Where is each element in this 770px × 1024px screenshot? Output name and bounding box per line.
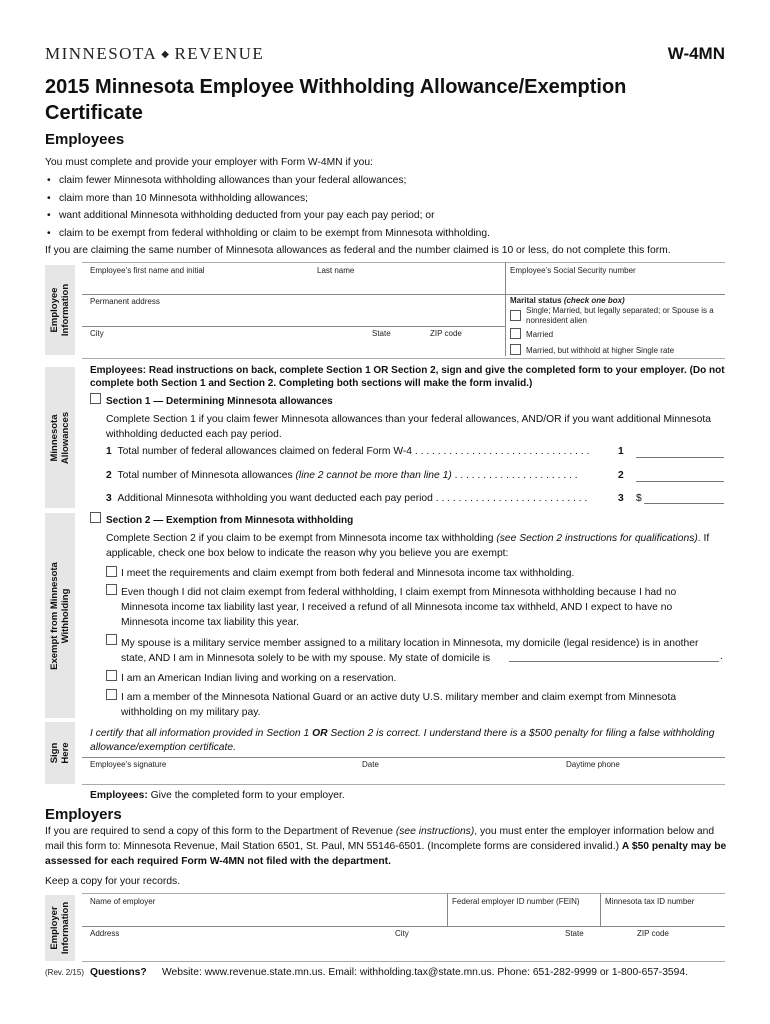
line-2: 2 Total number of Minnesota allowances (line 2 cannot be more than line 1) . . . . . . . . . . . . . . . . . . . . . . [106, 470, 578, 481]
checkbox-section2[interactable] [90, 512, 101, 523]
sidebar-employer-info: Employer Information [45, 895, 75, 961]
checkbox-exempt-mn-only[interactable] [106, 584, 117, 595]
employer-name-field[interactable] [88, 907, 444, 925]
line-1: 1 Total number of federal allowances claimed on federal Form W-4 . . . . . . . . . . . . . . . . . . . . . . . . . . . . . . . [106, 446, 590, 457]
divider [600, 893, 601, 926]
employer-name-label: Name of employer [90, 897, 156, 906]
period: . [720, 651, 723, 662]
employers-text: If you are required to send a copy of this form to the Department of Revenue (see instructions), you must enter the employer information below and mail this form to: Minnesota Revenue, Mail Station 6501, St. Paul, MN 55146-6501. (Incomplete forms are considered invalid.) A $50 penalty may be assessed for each required Form W-4MN not filed with the department. [45, 826, 727, 867]
sidebar-sign-here: Sign Here [45, 722, 75, 784]
employer-address-field[interactable] [88, 939, 388, 959]
state-of-domicile-input[interactable] [509, 661, 719, 662]
date-label: Date [362, 760, 379, 769]
fein-label: Federal employer ID number (FEIN) [452, 897, 580, 906]
line-1-input[interactable] [636, 457, 724, 458]
keep-copy-text: Keep a copy for your records. [45, 876, 181, 887]
divider [82, 893, 725, 894]
exempt-option-5: I am a member of the Minnesota National Guard or an active duty U.S. military member and claim exempt from Minnesota withholding on my military pay. [121, 692, 677, 718]
signature-field[interactable] [88, 770, 353, 784]
state-label: State [372, 329, 391, 338]
contact-info: Website: www.revenue.state.mn.us. Email: withholding.tax@state.mn.us. Phone: 651-282-9999 or 1-800-657-3594. [162, 967, 688, 978]
employers-heading: Employers [45, 806, 122, 823]
employer-state-field[interactable] [563, 939, 633, 959]
first-name-label: Employee’s first name and initial [90, 266, 205, 275]
exempt-option-1: I meet the requirements and claim exempt from both federal and Minnesota income tax withholding. [121, 568, 575, 579]
revision-label: (Rev. 2/15) [45, 968, 84, 977]
divider [82, 358, 725, 359]
bullet-item: • claim fewer Minnesota withholding allowances than your federal allowances; [45, 172, 735, 190]
checkbox-single[interactable] [510, 310, 521, 321]
mn-tax-id-field[interactable] [603, 907, 724, 925]
brand-dot: ◆ [157, 49, 175, 60]
zip-field[interactable] [428, 338, 502, 355]
employees-bullets [45, 172, 735, 242]
divider [82, 294, 725, 295]
divider [82, 262, 725, 263]
checkbox-exempt-american-indian[interactable] [106, 670, 117, 681]
line-2-number: 2 [618, 470, 624, 481]
bullet-item: • claim more than 10 Minnesota withholding allowances; [45, 190, 735, 208]
employees-intro: You must complete and provide your employer with Form W-4MN if you: [45, 157, 373, 168]
give-form-text: Employees: Give the completed form to your employer. [90, 790, 345, 801]
phone-field[interactable] [564, 770, 724, 784]
divider [82, 326, 505, 327]
brand-left: MINNESOTA [45, 44, 158, 63]
first-name-field[interactable] [88, 276, 313, 292]
ssn-label: Employee’s Social Security number [510, 266, 636, 275]
address-label: Permanent address [90, 297, 160, 306]
state-field[interactable] [370, 338, 426, 355]
page-title: 2015 Minnesota Employee Withholding Allowance/Exemption Certificate [45, 76, 627, 124]
employees-heading: Employees [45, 131, 125, 148]
section2-text: Complete Section 2 if you claim to be exempt from Minnesota income tax withholding (see Section 2 instructions for qualifications). If applicable, check one box below to indicate the reason why you believe you are exempt: [106, 533, 710, 559]
checkbox-exempt-both[interactable] [106, 566, 117, 577]
exempt-option-2: Even though I did not claim exempt from federal withholding, I claim exempt from Minnesota withholding because I had no Minnesota income tax liability last year, I received a refund of all Minnesota income tax withheld, AND I expect to have no Minnesota income tax liability this year. [121, 587, 677, 628]
employer-address-label: Address [90, 929, 120, 938]
mn-tax-id-label: Minnesota tax ID number [605, 897, 695, 906]
checkbox-exempt-military-spouse[interactable] [106, 634, 117, 645]
employer-zip-label: ZIP code [637, 929, 669, 938]
fein-field[interactable] [450, 907, 598, 925]
sidebar-employee-info: Employee Information [45, 265, 75, 355]
marital-option-married-higher: Married, but withhold at higher Single rate [526, 346, 675, 355]
divider [505, 262, 506, 356]
date-field[interactable] [360, 770, 560, 784]
divider [82, 757, 725, 758]
certification-text: I certify that all information provided in Section 1 OR Section 2 is correct. I understand there is a $500 penalty for filing a false withholding allowance/exemption certificate. [90, 728, 715, 753]
line-2-input[interactable] [636, 481, 724, 482]
line-3-input[interactable] [644, 503, 724, 504]
marital-status-label: Marital status (check one box) [510, 296, 625, 305]
checkbox-married-higher-single[interactable] [510, 344, 521, 355]
form-id: W-4MN [667, 44, 725, 63]
city-field[interactable] [88, 338, 368, 355]
section1-text: Complete Section 1 if you claim fewer Minnesota allowances than your federal allowances, AND/OR if you want additional Minnesota withholding deducted each pay period. [106, 414, 711, 440]
sidebar-minnesota-allowances: Minnesota Allowances [45, 367, 75, 508]
marital-option-single: Single; Married, but legally separated; or Spouse is a nonresident alien [526, 306, 714, 325]
exempt-option-3: My spouse is a military service member assigned to a military location in Minnesota, my domicile (legal residence) is in another state, AND I am in Minnesota solely to be with my spouse. My state of domicile is [121, 638, 699, 664]
brand-right: REVENUE [174, 44, 265, 63]
brand-logo [45, 44, 264, 64]
line-3-number: 3 [618, 493, 624, 504]
bullet-item: • claim to be exempt from federal withholding or claim to be exempt from Minnesota withholding. [45, 225, 735, 243]
section2-title: Section 2 — Exemption from Minnesota withholding [106, 515, 354, 526]
exempt-option-4: I am an American Indian living and working on a reservation. [121, 673, 397, 684]
section1-title: Section 1 — Determining Minnesota allowances [106, 396, 333, 407]
line-3-dollar: $ [636, 493, 642, 504]
checkbox-married[interactable] [510, 328, 521, 339]
divider [82, 926, 725, 927]
questions-label: Questions? [90, 967, 147, 978]
divider [82, 961, 725, 962]
employer-city-label: City [395, 929, 409, 938]
line-3: 3 Additional Minnesota withholding you want deducted each pay period . . . . . . . . . . . . . . . . . . . . . . . . . . . [106, 493, 588, 504]
checkbox-section1[interactable] [90, 393, 101, 404]
employer-city-field[interactable] [393, 939, 561, 959]
signature-label: Employee’s signature [90, 760, 167, 769]
divider [447, 893, 448, 926]
employer-state-label: State [565, 929, 584, 938]
bullet-item: • want additional Minnesota withholding deducted from your pay each pay period; or [45, 207, 735, 225]
phone-label: Daytime phone [566, 760, 620, 769]
zip-label: ZIP code [430, 329, 462, 338]
ssn-field[interactable] [508, 276, 723, 292]
employer-zip-field[interactable] [635, 939, 724, 959]
allowances-instructions: Employees: Read instructions on back, complete Section 1 OR Section 2, sign and give the completed form to your employer. (Do not complete both Section 1 and Section 2. Completing both sections will make the form invalid.) [90, 365, 725, 389]
sidebar-exempt: Exempt from Minnesota Withholding [45, 513, 75, 718]
line-1-number: 1 [618, 446, 624, 457]
divider [82, 784, 725, 785]
marital-option-married: Married [526, 330, 554, 339]
last-name-field[interactable] [315, 276, 503, 292]
checkbox-exempt-national-guard[interactable] [106, 689, 117, 700]
address-field[interactable] [88, 307, 502, 325]
city-label: City [90, 329, 104, 338]
last-name-label: Last name [317, 266, 355, 275]
employees-note: If you are claiming the same number of Minnesota allowances as federal and the number claimed is 10 or less, do not complete this form. [45, 245, 671, 256]
